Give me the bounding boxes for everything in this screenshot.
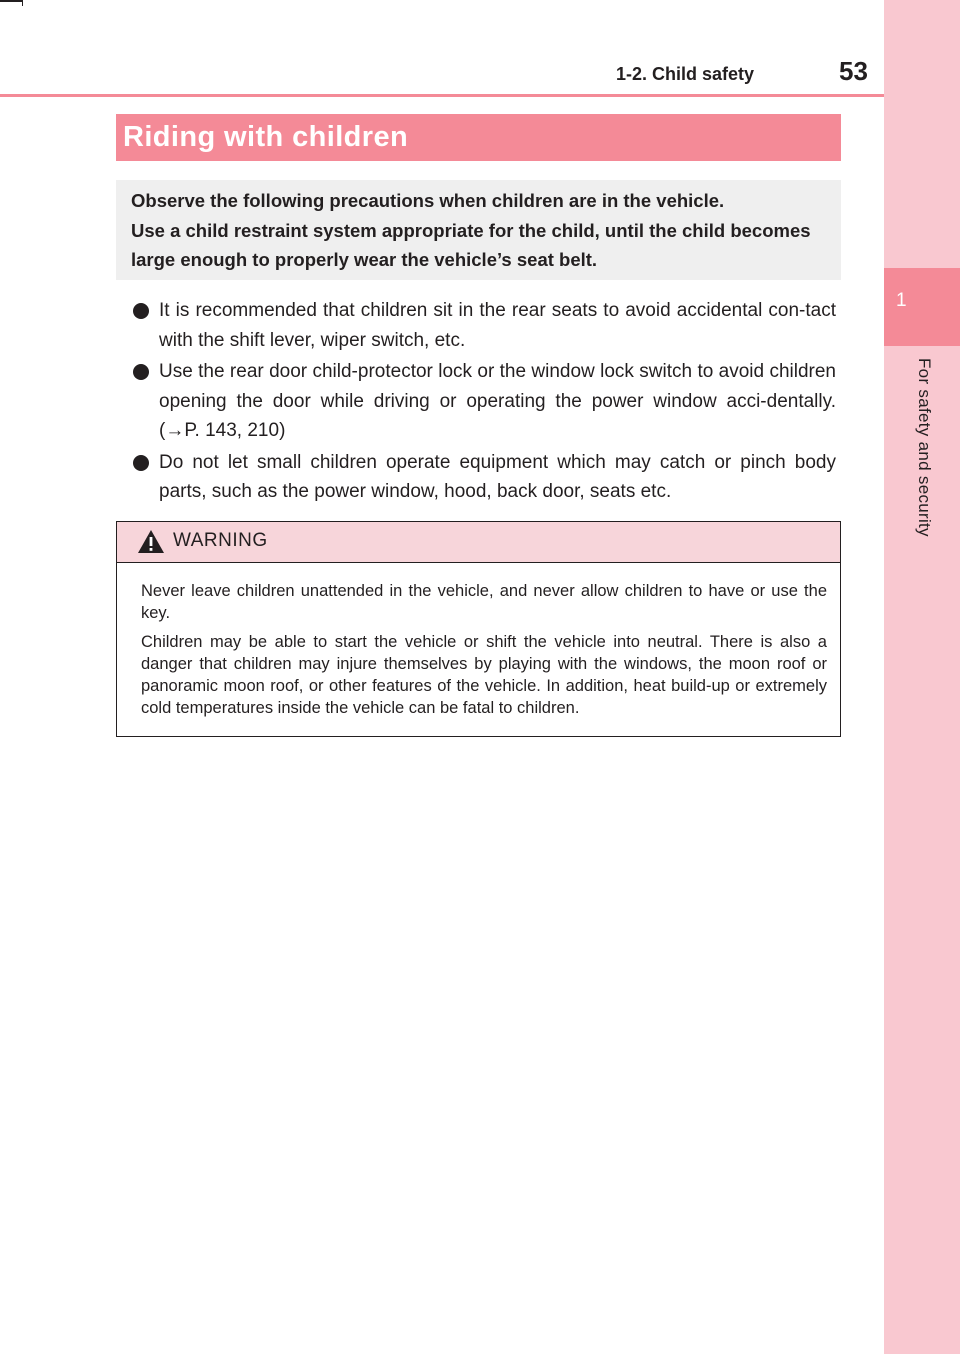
bullet-icon	[133, 364, 149, 380]
chapter-number-box	[884, 268, 960, 346]
page-number: 53	[839, 56, 868, 86]
page-title-bar	[116, 114, 841, 161]
header-rule	[0, 94, 884, 97]
intro-line: Observe the following precautions when children are in the vehicle.	[131, 190, 725, 211]
list-item	[131, 296, 836, 355]
bullet-icon	[133, 303, 149, 319]
section-heading: 1-2. Child safety	[616, 64, 755, 84]
list-item-text: Do not let small children operate equipment which may catch or pinch body parts, such as the power window, hood, back door, seats etc.	[159, 451, 836, 502]
chapter-title: For safety and security	[915, 358, 934, 537]
list-item	[131, 357, 836, 446]
crop-mark-top-left-vertical	[22, 0, 23, 6]
list-item-text: It is recommended that children sit in the rear seats to avoid accidental con-tact with the shift lever, wiper switch, etc.	[159, 300, 836, 351]
list-item-text: Use the rear door child-protector lock or the window lock switch to avoid children opening the door while driving or operating the power window acci-dentally. (→P. 143, 210)	[159, 361, 836, 441]
warning-paragraph: Children may be able to start the vehicle or shift the vehicle into neutral. There is also a danger that children may injure themselves by playing with the windows, the moon roof or panoramic moon roof, or other features of the vehicle. In addition, heat build-up or extremely cold temperatures inside the vehicle can be fatal to children.	[141, 633, 827, 717]
crop-mark-top-left	[0, 0, 22, 2]
bullet-icon	[133, 455, 149, 471]
page-title: Riding with children	[123, 121, 409, 153]
precaution-list	[131, 296, 836, 509]
chapter-number: 1	[896, 290, 907, 311]
chapter-side-tab	[884, 0, 960, 1354]
intro-box	[116, 180, 841, 280]
warning-paragraph: Never leave children unattended in the vehicle, and never allow children to have or use the key.	[141, 582, 827, 622]
warning-box	[116, 521, 841, 737]
warning-body	[141, 580, 827, 726]
intro-line: large enough to properly wear the vehicle’s seat belt.	[131, 249, 598, 270]
warning-header	[117, 522, 840, 563]
list-item	[131, 448, 836, 507]
warning-triangle-icon	[137, 529, 165, 559]
intro-line: Use a child restraint system appropriate for the child, until the child becomes	[131, 219, 811, 241]
warning-label: WARNING	[173, 530, 268, 551]
